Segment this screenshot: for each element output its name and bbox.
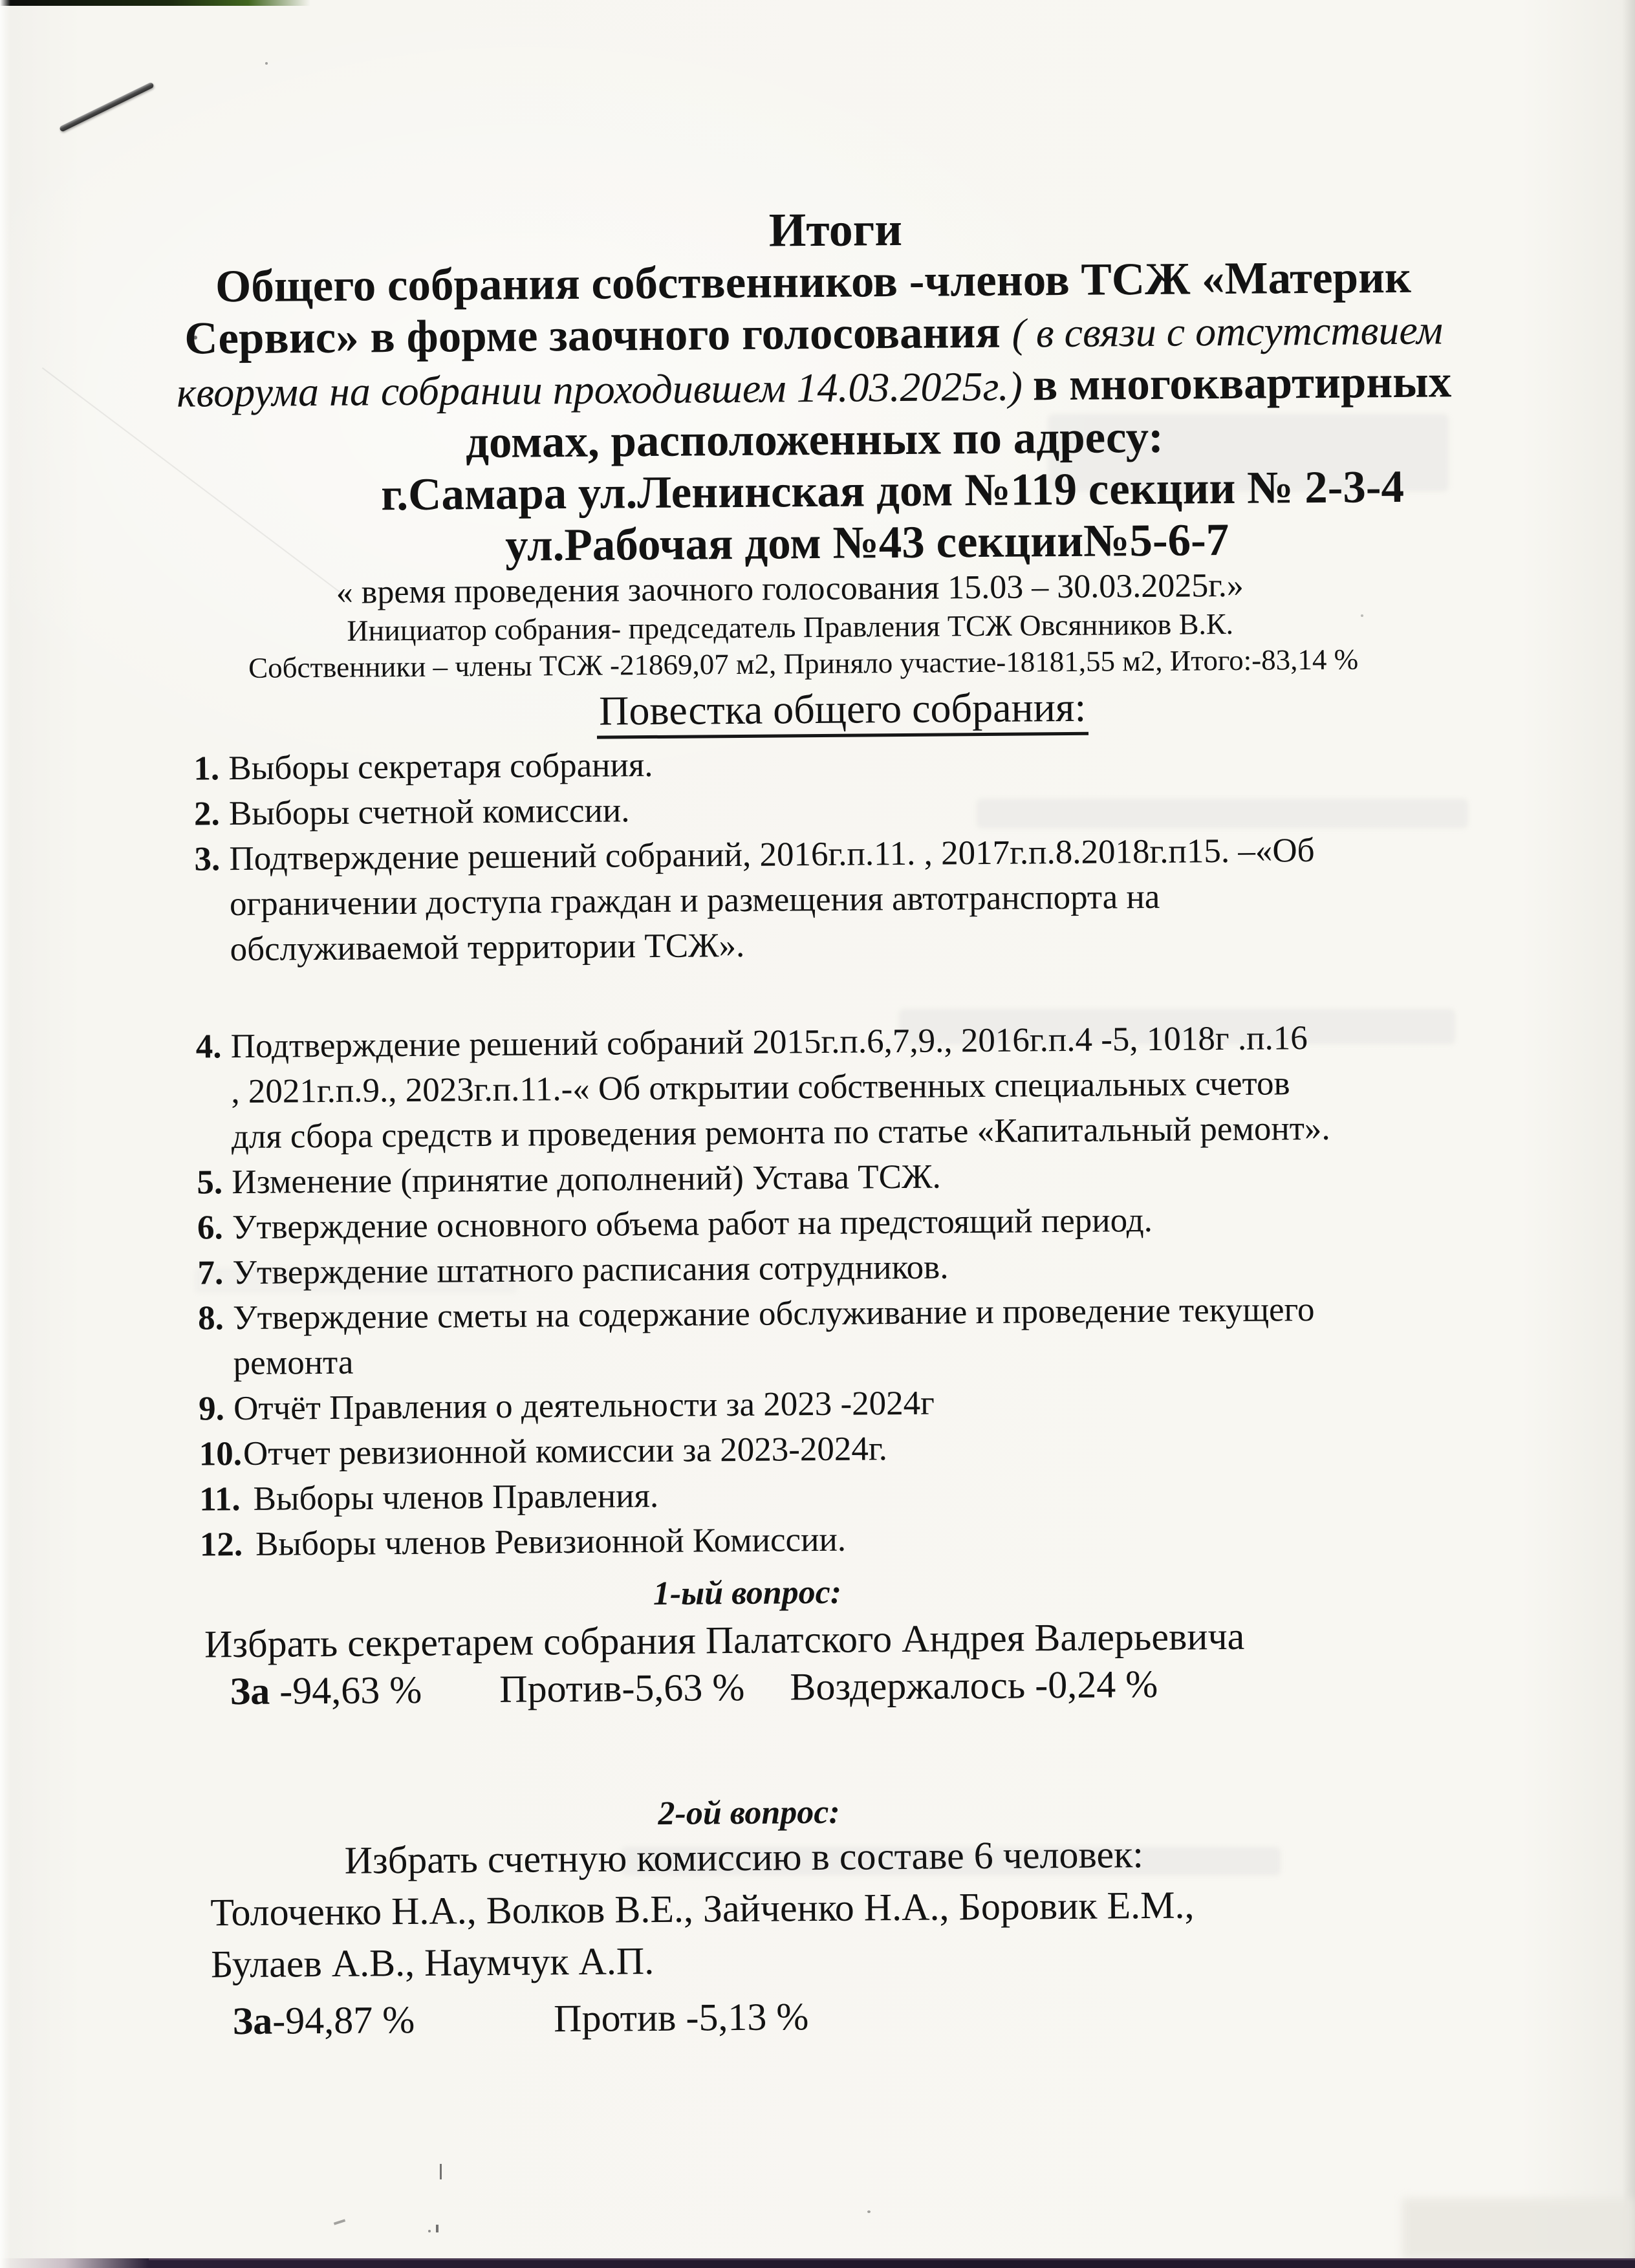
vote-for-value: -94,87 % [272,1998,415,2042]
pen-mark [436,2225,439,2232]
header-houses-bold: в многоквартирных [1032,356,1452,411]
agenda-item-number: 8. [197,1299,224,1337]
agenda-item-text: Выборы членов Правления. [253,1476,659,1518]
header-quorum-italic: кворума на собрании проходившем 14.03.2025г.) [177,363,1034,416]
pen-mark [334,2219,345,2225]
question1-heading: 1-ый вопрос: [653,1573,842,1613]
header-reason-italic: ( в связи с отсутствием [1012,307,1444,356]
agenda-item-text: Выборы членов Ревизионной Комиссии. [255,1520,847,1563]
scanner-bottom-edge [0,2258,1635,2268]
agenda-item-number: 9. [198,1390,225,1428]
members-line-2: Булаев А.В., Наумчук А.П. [210,1939,655,1986]
agenda-item-text: Отчет ревизионной комиссии за 2023-2024г. [243,1430,888,1473]
vote-for-label: За [232,1999,273,2043]
scanner-corner-shade [1402,2198,1635,2260]
agenda-item [200,1511,1550,1567]
agenda-item-number: 11. [199,1480,241,1518]
agenda-item-number: 6. [197,1209,223,1247]
voting-period-line: « время проведения заочного голосования 15.03 – 30.03.2025г.» [336,567,1244,611]
ink-speck [428,2230,431,2232]
agenda-list [90,735,1550,1568]
address-line-2: ул.Рабочая дом №43 секции№5-6-7 [504,514,1229,571]
vote-against: Против-5,63 % [499,1665,745,1711]
header-form-bold: Сервис» в форме заочного голосования [184,307,1012,364]
agenda-item-text: Выборы секретаря собрания. [228,746,653,788]
agenda-heading-text: Повестка общего собрания: [596,684,1089,739]
agenda-item-number: 3. [194,840,221,878]
agenda-item-text: Отчёт Правления о деятельности за 2023 -2024г [233,1384,935,1428]
address-line-1: г.Самара ул.Ленинская дом №119 секции № 2-3-4 [380,461,1405,521]
pen-mark [440,2164,442,2179]
question2-text: Избрать счетную комиссию в составе 6 человек: [344,1833,1144,1882]
agenda-item-text: Утверждение основного объема работ на предстоящий период. [232,1201,1153,1247]
agenda-item-number: 12. [199,1526,243,1564]
agenda-item [198,1285,1549,1386]
agenda-item-text: Утверждение сметы на содержание обслуживание и проведение текущего ремонта [232,1290,1315,1383]
question2-votes [100,1987,1554,2046]
members-line-1: Толоченко Н.А., Волков В.Е., Зайченко Н.А., Боровик Е.М., [210,1883,1195,1934]
header-line-owners: Общего собрания собственников -членов ТСЖ «Материк [215,252,1412,312]
page-title: Итоги [768,202,903,257]
header-line-address-intro: домах, расположенных по адресу: [465,411,1164,468]
agenda-item-number: 1. [193,750,220,788]
vote-for-value: -94,63 % [270,1668,422,1712]
vote-abstain: Воздержалось -0,24 % [790,1662,1158,1709]
agenda-heading [115,680,1570,739]
ink-speck [867,2210,871,2213]
participation-line: Собственники – члены ТСЖ -21869,07 м2, Приняло участие-18181,55 м2, Итого:-83,14 % [248,643,1359,684]
agenda-item-number: 4. [195,1028,222,1066]
agenda-item-number: 2. [193,795,220,833]
initiator-line: Инициатор собрания- председатель Правления ТСЖ Овсянников В.К. [347,607,1234,647]
question2-heading: 2-ой вопрос: [658,1793,840,1832]
agenda-item-text: Утверждение штатного расписания сотрудников. [232,1248,949,1292]
vote-for-label: За [230,1669,270,1713]
agenda-item-text: Подтверждение решений собраний, 2016г.п.11. , 2017г.п.8.2018г.п15. –«Об ограничении доступа граждан и размещения автотранспорта на обслуживаемой территории ТСЖ». [229,831,1315,969]
agenda-item-number: 7. [197,1254,224,1292]
agenda-item [195,1013,1547,1160]
agenda-item-number: 5. [197,1163,223,1202]
agenda-item-text: Изменение (принятие дополнений) Устава ТСЖ. [232,1158,941,1202]
agenda-item-number: 10. [199,1435,243,1473]
agenda-item [194,826,1546,972]
agenda-item-text: Подтверждение решений собраний 2015г.п.6,7,9., 2016г.п.4 -5, 1018г .п.16 , 2021г.п.9., 2023г.п.11.-« Об открытии собственных специальных счетов для сбора средств и проведения ремонта по статье «Капитальный ремонт». [230,1019,1330,1156]
agenda-item-text: Выборы счетной комиссии. [228,792,630,833]
question1-text: Избрать секретарем собрания Палатского Андрея Валерьевича [204,1614,1245,1666]
vote-against: Против -5,13 % [553,1995,809,2040]
